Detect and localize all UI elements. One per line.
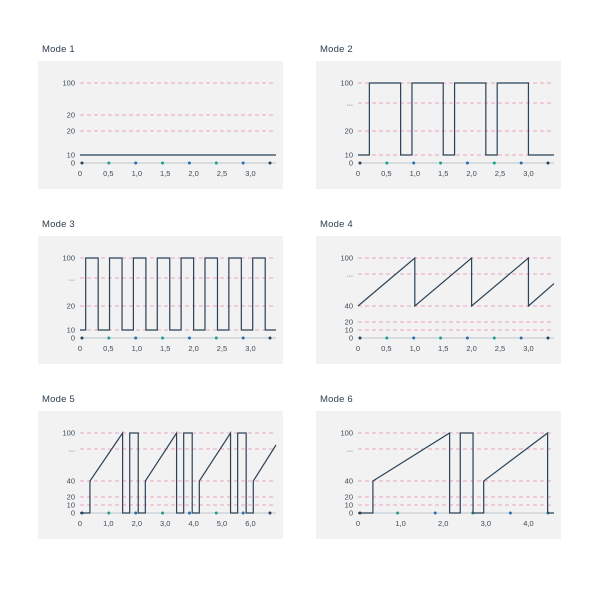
x-tick-label: 1,0: [131, 344, 143, 353]
chart-svg-4: [38, 411, 283, 539]
axis-dot: [359, 337, 362, 340]
chart-title-5: Mode 6: [320, 394, 353, 405]
x-tick-label: 1,5: [437, 344, 449, 353]
y-tick-label: 10: [66, 325, 75, 335]
axis-dot: [466, 337, 469, 340]
axis-dot: [439, 162, 442, 165]
axis-dot: [188, 512, 191, 515]
x-tick-label: 0: [77, 519, 83, 528]
y-tick-label: 40: [344, 476, 353, 486]
series-line: [80, 433, 276, 513]
y-tick-label: 0: [348, 158, 353, 168]
x-tick-label: 2,0: [188, 169, 199, 178]
y-tick-label: 100: [62, 428, 75, 438]
y-tick-label: ...: [346, 98, 353, 108]
axis-dot: [520, 337, 523, 340]
x-tick-label: 0: [355, 344, 361, 353]
series-line: [80, 258, 276, 330]
axis-dot: [81, 337, 84, 340]
x-tick-label: 2,5: [216, 169, 228, 178]
y-tick-label: 100: [62, 78, 75, 88]
axis-dot: [385, 337, 388, 340]
axis-dot: [188, 337, 191, 340]
chart-panel-2: [38, 236, 283, 364]
chart-svg-5: [316, 411, 561, 539]
axis-dot: [107, 337, 110, 340]
axis-dot: [215, 512, 218, 515]
chart-svg-0: [38, 61, 283, 189]
x-tick-label: 0,5: [103, 169, 114, 178]
x-tick-label: 6,0: [245, 519, 256, 528]
x-tick-label: 2,0: [466, 169, 477, 178]
y-tick-label: 20: [66, 301, 75, 311]
axis-dot: [547, 162, 550, 165]
axis-dot: [493, 337, 496, 340]
x-tick-label: 0: [77, 169, 83, 178]
y-tick-label: 0: [348, 508, 353, 518]
y-tick-label: 40: [66, 476, 75, 486]
axis-dot: [412, 162, 415, 165]
axis-dot: [547, 337, 550, 340]
axis-dot: [493, 162, 496, 165]
axis-dot: [81, 162, 84, 165]
chart-title-4: Mode 5: [42, 394, 75, 405]
axis-dot: [269, 337, 272, 340]
x-tick-label: 0: [355, 519, 361, 528]
x-tick-label: 1,5: [159, 169, 171, 178]
x-tick-label: 5,0: [216, 519, 228, 528]
x-tick-label: 2,5: [216, 344, 228, 353]
x-tick-label: 4,0: [188, 519, 199, 528]
axis-dot: [359, 162, 362, 165]
axis-dot: [269, 162, 272, 165]
chart-title-0: Mode 1: [42, 44, 75, 55]
y-tick-label: 0: [70, 158, 75, 168]
x-tick-label: 0,5: [103, 344, 114, 353]
y-tick-label: 0: [70, 508, 75, 518]
chart-title-1: Mode 2: [320, 44, 353, 55]
series-line: [358, 433, 554, 513]
axis-dot: [161, 162, 164, 165]
axis-dot: [134, 337, 137, 340]
y-tick-label: 100: [340, 253, 353, 263]
x-tick-label: 1,0: [409, 344, 421, 353]
y-tick-label: 10: [66, 500, 75, 510]
x-tick-label: 2,5: [494, 169, 506, 178]
x-tick-label: 0: [77, 344, 83, 353]
x-tick-label: 1,0: [131, 169, 143, 178]
y-tick-label: 10: [344, 325, 353, 335]
y-tick-label: 10: [344, 150, 353, 160]
chart-cell-5: [316, 394, 561, 569]
y-tick-label: ...: [346, 269, 353, 279]
x-tick-label: 2,5: [494, 344, 506, 353]
axis-dot: [434, 512, 437, 515]
series-line: [358, 258, 554, 306]
y-tick-label: 20: [344, 317, 353, 327]
x-tick-label: 4,0: [523, 519, 534, 528]
chart-cell-0: [38, 44, 283, 219]
chart-title-2: Mode 3: [42, 219, 75, 230]
chart-svg-1: [316, 61, 561, 189]
x-tick-label: 2,0: [466, 344, 477, 353]
y-tick-label: 10: [66, 150, 75, 160]
chart-panel-5: [316, 411, 561, 539]
axis-dot: [242, 512, 245, 515]
axis-dot: [412, 337, 415, 340]
chart-panel-3: [316, 236, 561, 364]
y-tick-label: 20: [66, 126, 75, 136]
x-tick-label: 2,0: [131, 519, 143, 528]
x-tick-label: 1,0: [395, 519, 406, 528]
x-tick-label: 2,0: [437, 519, 449, 528]
y-tick-label: 40: [344, 301, 353, 311]
x-tick-label: 1,5: [437, 169, 449, 178]
axis-dot: [161, 512, 164, 515]
axis-dot: [439, 337, 442, 340]
y-tick-label: 20: [66, 110, 75, 120]
chart-panel-1: [316, 61, 561, 189]
chart-title-3: Mode 4: [320, 219, 353, 230]
x-tick-label: 1,5: [159, 344, 171, 353]
x-tick-label: 1,0: [409, 169, 421, 178]
chart-cell-1: [316, 44, 561, 219]
axis-dot: [509, 512, 512, 515]
x-tick-label: 3,0: [159, 519, 171, 528]
axis-dot: [134, 162, 137, 165]
axis-dot: [269, 512, 272, 515]
chart-panel-0: [38, 61, 283, 189]
axis-dot: [242, 337, 245, 340]
chart-panel-4: [38, 411, 283, 539]
x-tick-label: 0,5: [381, 344, 392, 353]
axis-dot: [466, 162, 469, 165]
x-tick-label: 2,0: [188, 344, 199, 353]
y-tick-label: ...: [68, 444, 75, 454]
y-tick-label: ...: [68, 273, 75, 283]
x-tick-label: 0,5: [381, 169, 392, 178]
x-tick-label: 3,0: [523, 344, 534, 353]
x-tick-label: 3,0: [245, 169, 256, 178]
y-tick-label: ...: [346, 444, 353, 454]
axis-dot: [107, 512, 110, 515]
axis-dot: [215, 162, 218, 165]
x-tick-label: 1,0: [103, 519, 114, 528]
x-tick-label: 0: [355, 169, 361, 178]
x-tick-label: 3,0: [523, 169, 534, 178]
axis-dot: [188, 162, 191, 165]
y-tick-label: 20: [66, 492, 75, 502]
x-tick-label: 3,0: [480, 519, 492, 528]
y-tick-label: 0: [348, 333, 353, 343]
y-tick-label: 0: [70, 333, 75, 343]
chart-cell-3: [316, 219, 561, 394]
chart-cell-2: [38, 219, 283, 394]
chart-cell-4: [38, 394, 283, 569]
axis-dot: [161, 337, 164, 340]
axis-dot: [107, 162, 110, 165]
axis-dot: [520, 162, 523, 165]
charts-grid: [38, 44, 566, 569]
y-tick-label: 100: [62, 253, 75, 263]
chart-svg-3: [316, 236, 561, 364]
x-tick-label: 3,0: [245, 344, 256, 353]
y-tick-label: 100: [340, 428, 353, 438]
y-tick-label: 10: [344, 500, 353, 510]
y-tick-label: 20: [344, 126, 353, 136]
axis-dot: [134, 512, 137, 515]
axis-dot: [215, 337, 218, 340]
axis-dot: [396, 512, 399, 515]
y-tick-label: 20: [344, 492, 353, 502]
axis-dot: [385, 162, 388, 165]
chart-svg-2: [38, 236, 283, 364]
axis-dot: [242, 162, 245, 165]
series-line: [358, 83, 554, 155]
y-tick-label: 100: [340, 78, 353, 88]
